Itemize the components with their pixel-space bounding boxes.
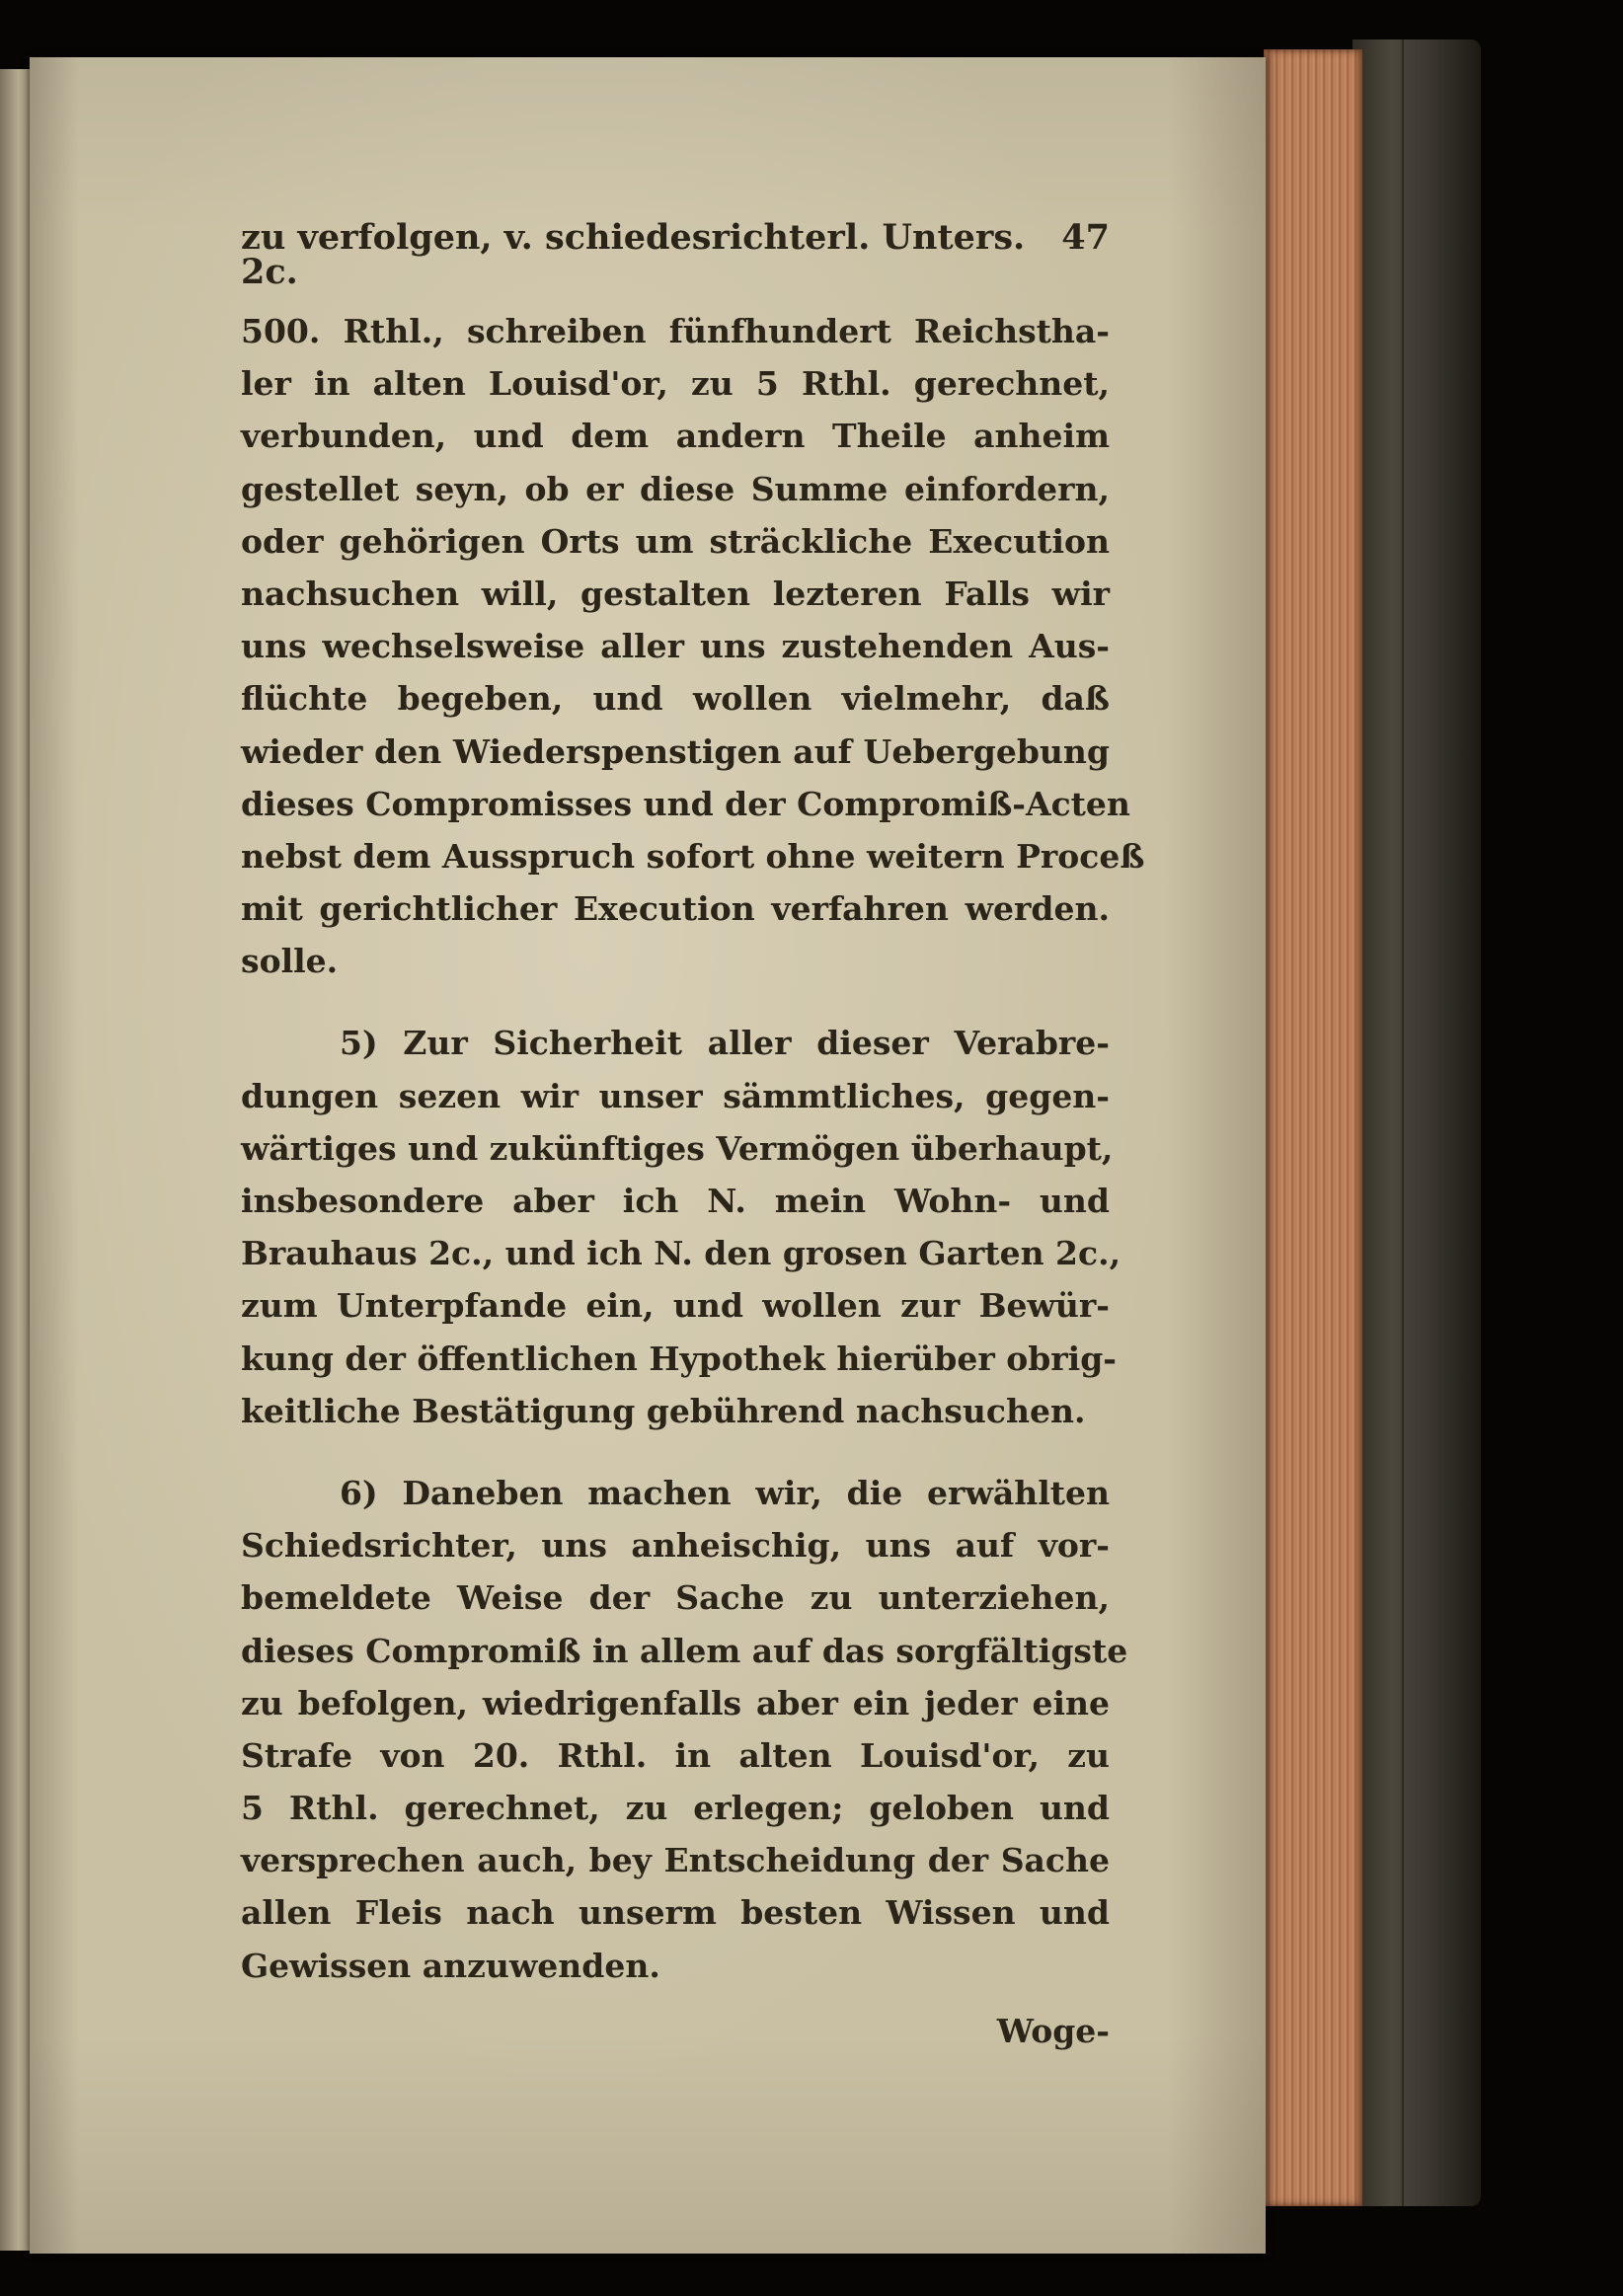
text-line: nachsuchen will, gestalten lezteren Falls wir: [241, 574, 1110, 613]
text-line: verbunden, und dem andern Theile anheim: [241, 417, 1110, 456]
text-line: bemeldete Weise der Sache zu unterziehen,: [241, 1578, 1110, 1618]
text-line: ler in alten Louisd'or, zu 5 Rthl. gerechnet,: [241, 364, 1110, 404]
page-number: 47: [1061, 217, 1110, 258]
book-cover-edge: [1352, 39, 1481, 2206]
catchword-row: [241, 2002, 1110, 2061]
cover-seam: [1402, 39, 1404, 2206]
text-line: insbesondere aber ich N. mein Wohn- und: [241, 1182, 1110, 1220]
previous-page-edge: [0, 69, 34, 2251]
paragraph-1: [241, 305, 1145, 987]
text-line: 5) Zur Sicherheit aller dieser Verabre-: [340, 1024, 1110, 1063]
paragraph-gap: [241, 1437, 1110, 1467]
text-line: solle.: [241, 942, 339, 981]
text-line: flüchte begeben, und wollen vielmehr, daß: [241, 679, 1110, 719]
text-line: allen Fleis nach unserm besten Wissen und: [241, 1893, 1110, 1933]
text-line: gestellet seyn, ob er diese Summe einfordern,: [241, 469, 1110, 508]
text-line: dungen sezen wir unser sämmtliches, gegen-: [241, 1076, 1110, 1115]
text-line: Gewissen anzuwenden.: [241, 1946, 660, 1985]
text-line: zum Unterpfande ein, und wollen zur Bewür-: [241, 1286, 1110, 1326]
catchword: Woge-: [996, 2011, 1110, 2050]
text-line: kung der öffentlichen Hypothek hierüber obrig-: [241, 1339, 1117, 1378]
text-block: [241, 217, 1145, 2061]
text-line: 500. Rthl., schreiben fünfhundert Reichstha-: [241, 312, 1110, 350]
text-line: dieses Compromiß in allem auf das sorgfältigste: [241, 1631, 1128, 1670]
text-line: 6) Daneben machen wir, die erwählten: [340, 1473, 1110, 1512]
text-line: uns wechselsweise aller uns zustehenden Aus-: [241, 627, 1110, 666]
paragraph-gap: [241, 987, 1110, 1017]
text-line: keitliche Bestätigung gebührend nachsuchen.: [241, 1391, 1086, 1430]
text-line: zu befolgen, wiedrigenfalls aber ein jeder eine: [241, 1683, 1110, 1722]
text-line: nebst dem Ausspruch sofort ohne weitern Proceß: [241, 836, 1145, 876]
text-line: Strafe von 20. Rthl. in alten Louisd'or, zu: [241, 1735, 1110, 1775]
text-line: versprechen auch, bey Entscheidung der Sache: [241, 1841, 1110, 1880]
running-head: [241, 217, 1110, 292]
text-line: mit gerichtlicher Execution verfahren werden.: [241, 889, 1110, 929]
page-edges: [1264, 49, 1362, 2206]
text-line: wieder den Wiederspenstigen auf Uebergebung: [241, 731, 1110, 771]
text-line: dieses Compromisses und der Compromiß-Acten: [241, 784, 1130, 823]
text-line: oder gehörigen Orts um sträckliche Execution: [241, 521, 1110, 561]
running-title: zu verfolgen, v. schiedesrichterl. Unters. 2c.: [241, 217, 1026, 292]
text-line: Brauhaus 2c., und ich N. den grosen Garten 2c.,: [241, 1234, 1121, 1273]
paragraph-2: [241, 1017, 1121, 1437]
text-line: 5 Rthl. gerechnet, zu erlegen; geloben und: [241, 1789, 1110, 1828]
paragraph-3: [241, 1467, 1128, 1992]
text-line: Schiedsrichter, uns anheischig, uns auf vor-: [241, 1526, 1110, 1566]
book-page: [30, 57, 1266, 2254]
text-line: wärtiges und zukünftiges Vermögen überhaupt,: [241, 1128, 1114, 1168]
